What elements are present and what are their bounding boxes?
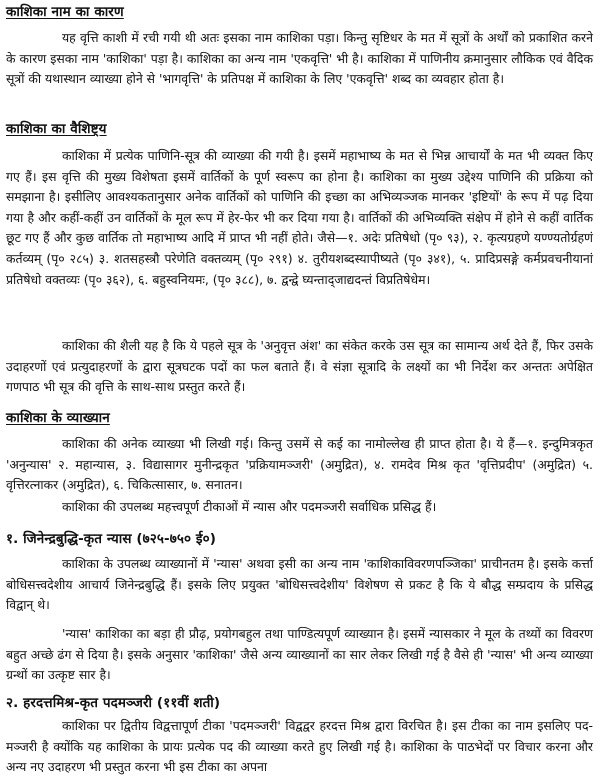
paragraph-style: काशिका की शैली यह है कि ये पहले सूत्र के 'अनुवृत्त अंश' का संकेत करके उस सूत्र का सामान्य अर्थ देते हैं, फिर उसके उदाहरणों एवं प्रत्युदाहरणों के द्वारा सूत्रघटक पदों का फल बताते हैं। वे संज्ञा सूत्रादि के लक्ष्यों का भी निर्देश कर अन्ततः अपेक्षित गणपाठ भी सूत्र की वृत्ति के साथ-साथ प्रस्तुत करते हैं। <box>6 338 593 395</box>
section-heading-nyasa: १. जिनेन्द्रबुद्धि-कृत न्यास (७२५-७५० ई०) <box>6 531 216 547</box>
paragraph-padamanjari: काशिका पर द्वितीय विद्वत्तापूर्ण टीका 'पदमञ्जरी' विद्वद्वर हरदत्त मिश्र द्वारा विरचित है। इस टीका का नाम इसलिए पद-मञ्जरी है क्योंकि यह काशिका के प्रायः प्रत्येक पद की व्याख्या करते हुए लिखी गई है। काशिका के पाठभेदों पर विचार करना और अन्य नए उदाहरण भी प्रस्तुत करना भी इस टीका का अपना <box>6 718 593 775</box>
paragraph-notable-commentaries: काशिका की उपलब्ध महत्त्वपूर्ण टीकाओं में न्यास और पदमञ्जरी सर्वाधिक प्रसिद्ध हैं। <box>62 499 437 514</box>
paragraph-name-reason: यह वृत्ति काशी में रची गयी थी अतः इसका नाम काशिका पड़ा। किन्तु सृष्टिधर के मत में सूत्रों के अर्थों को प्रकाशित करने के कारण इसका नाम 'काशिका' पड़ा है। काशिका का अन्य नाम 'एकवृत्ति' भी है। काशिका में पाणिनीय क्रमानुसार लौकिक एवं वैदिक सूत्रों की यथास्थान व्याख्या होने से 'भागवृत्ति' के प्रतिपक्ष में काशिका के लिए 'एकवृत्ति' शब्द का व्यवहार होता है। <box>6 30 593 87</box>
paragraph-nyasa-description: 'न्यास' काशिका का बड़ा ही प्रौढ़, प्रयोगबहुल तथा पाण्डित्यपूर्ण व्याख्यान है। इसमें न्यासकार ने मूल के तथ्यों का विवरण बहुत अच्छे ढंग से दिया है। इसके अनुसार 'काशिका' जैसे अन्य व्याख्यानों का सार लेकर लिखी गई है वैसे ही 'न्यास' भी अन्य व्याख्या ग्रन्थों का उत्कृष्ट सार है। <box>6 626 593 683</box>
paragraph-nyasa-intro: काशिका के उपलब्ध व्याख्यानों में 'न्यास' अथवा इसी का अन्य नाम 'काशिकाविवरणपञ्जिका' प्राचीनतम है। इसके कर्त्ता बोधिसत्त्वदेशीय आचार्य जिनेन्द्रबुद्धि हैं। इसके लिए प्रयुक्त 'बोधिसत्त्वदेशीय' विशेषण से प्रकट है कि ये बौद्ध सम्प्रदाय के प्रसिद्ध विद्वान् थे। <box>6 556 593 613</box>
section-heading-kashika-commentaries: काशिका के व्याख्यान <box>6 410 110 426</box>
paragraph-commentaries-list: काशिका की अनेक व्याख्या भी लिखी गई। किन्तु उसमें से कई का नामोल्लेख ही प्राप्त होता है। ये हैं—१. इन्दुमित्रकृत 'अनुन्यास' २. महान्यास, ३. विद्यासागर मुनीन्द्रकृत 'प्रक्रियामञ्जरी' (अमुद्रित), ४. रामदेव मिश्र कृत 'वृत्तिप्रदीप' (अमुद्रित) ५. वृत्तिरत्नाकर (अमुद्रित), ६. चिकित्सासार, ७. सनातन। <box>6 436 593 493</box>
paragraph-speciality: काशिका में प्रत्येक पाणिनि-सूत्र की व्याख्या की गयी है। इसमें महाभाष्य के मत से भिन्न आचार्यों के मत भी व्यक्त किए गए हैं। इस वृत्ति की मुख्य विशेषता इसमें वार्तिकों के पूर्ण स्वरूप का होना है। काशिका का मुख्य उद्देश्य पाणिनि की प्रक्रिया को समझाना है। इसीलिए आवश्यकतानुसार अनेक वार्तिकों को पाणिनि की इच्छा का अभिव्यञ्जक मानकर 'इष्टियों' के रूप में पढ़ दिया गया है और कहीं-कहीं उन वार्तिकों के मूल रूप में हेर-फेर भी कर दिया गया है। वार्तिकों की अभिव्यक्ति संक्षेप में होने से कहीं वार्तिक छूट गए हैं और कुछ वार्तिक तो महाभाष्य आदि में प्राप्त भी नहीं होते। जैसे—१. अदेः प्रतिषेधो (पृ० ९३), २. कृत्यग्रहणे यण्ण्यतोर्ग्रहणं कर्तव्यम् (पृ० २८५) ३. शतसहस्त्रौ परेणेति वक्तव्यम् (पृ० २९१) ४. तुरीयशब्दस्यापीष्यते (पृ० ३४१), ५. प्रादिप्रसङ्गे कर्मप्रवचनीयानां प्रतिषेधो वक्तव्यः (पृ० ३६२), ६. बहुस्वनियमः, (पृ० ३८८), ७. द्वन्द्वे घ्यन्ताद्जाद्यदन्तं विप्रतिषेधेम। <box>6 148 593 287</box>
section-heading-kashika-name-reason: काशिका नाम का कारण <box>6 4 124 20</box>
section-heading-padamanjari: २. हरदत्तमिश्र-कृत पदमञ्जरी (११वीं शती) <box>6 695 221 711</box>
section-heading-kashika-speciality: काशिका का वैशिष्ट्य <box>6 121 107 137</box>
